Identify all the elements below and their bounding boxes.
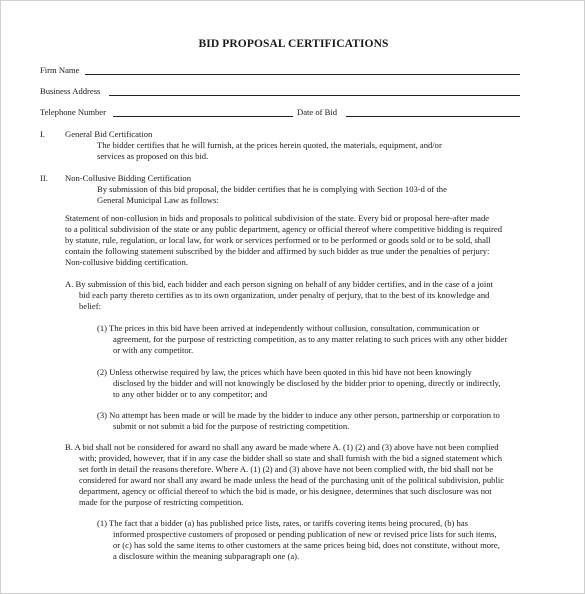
paragraph-a-item-1-line: or with any competitor. bbox=[113, 345, 194, 355]
statement-line: contain the following statement subscribed by the bidder and affirmed by such bidder as true under the penalties of perjury: bbox=[65, 246, 490, 256]
paragraph-b-item-1-line: a disclosure within the meaning subparagraph one (a). bbox=[113, 551, 300, 561]
paragraph-b-item-1-line: (1) The fact that a bidder (a) has published price lists, rates, or tariffs covering items being procured, (b) has bbox=[97, 518, 468, 528]
paragraph-b-line: considered for award nor shall any award be made unless the head of the purchasing unit of the political subdivision, public bbox=[79, 475, 505, 485]
date-of-bid-line[interactable] bbox=[346, 116, 520, 117]
section-1-heading: General Bid Certification bbox=[65, 129, 153, 139]
paragraph-a-line: belief: bbox=[79, 301, 101, 311]
paragraph-b-line: with; provided, however, that if in any case the bidder shall so state and shall furnish with the bid a signed statement which bbox=[79, 453, 503, 463]
statement-line: Non-collusive bidding certification. bbox=[65, 257, 188, 267]
document-title: BID PROPOSAL CERTIFICATIONS bbox=[198, 38, 389, 50]
statement-line: to a political subdivision of the state or any public department, agency or official thereof where competitive bidding is required bbox=[65, 224, 503, 234]
date-of-bid-label: Date of Bid bbox=[297, 107, 338, 117]
paragraph-b-item-1-line: informed prospective customers of proposed or pending publication of new or revised price lists for such items, bbox=[113, 529, 497, 539]
section-2-heading: Non-Collusive Bidding Certification bbox=[65, 173, 192, 183]
section-1-line: services as proposed on this bid. bbox=[97, 151, 209, 161]
section-2-line: By submission of this bid proposal, the bidder certifies that he is complying with Section 103-d of the bbox=[97, 184, 447, 194]
statement-line: Statement of non-collusion in bids and proposals to political subdivision of the state. Every bid or proposal here-after made bbox=[65, 213, 490, 223]
paragraph-a-item-3-line: (3) No attempt has been made or will be made by the bidder to induce any other person, partnership or corporation to bbox=[97, 410, 500, 420]
section-2-line: General Municipal Law as follows: bbox=[97, 195, 219, 205]
paragraph-a-line: bid each party thereto certifies as to its own organization, under penalty of perjury, that to the best of its knowledge and bbox=[79, 290, 490, 300]
paragraph-a-line: A. By submission of this bid, each bidder and each person signing on behalf of any bidder certifies, and in the case of a joint bbox=[65, 279, 493, 289]
paragraph-a-item-2-line: disclosed by the bidder and will not knowingly be disclosed by the bidder prior to opening, directly or indirectly, bbox=[113, 378, 501, 388]
paragraph-b-line: set forth in detail the reasons therefore. Where A. (1) (2) and (3) above have not been complied with, the bid shall not be bbox=[79, 464, 494, 474]
paragraph-b-line: made for the purpose of restricting competition. bbox=[79, 497, 244, 507]
paragraph-a-item-3-line: submit or not submit a bid for the purpose of restricting competition. bbox=[113, 421, 350, 431]
firm-name-label: Firm Name bbox=[40, 65, 80, 75]
business-address-line[interactable] bbox=[109, 95, 520, 96]
paragraph-a-item-1-line: agreement, for the purpose of restricting competition, as to any matter relating to such prices with any other bidder bbox=[113, 334, 508, 344]
paragraph-b-item-1-line: or (c) has sold the same items to other customers at the same prices being bid, does not constitute, without more, bbox=[113, 540, 500, 550]
paragraph-a-item-2-line: to any other bidder or to any competitor; and bbox=[113, 389, 268, 399]
statement-line: by statute, rule, regulation, or local law, for work or services performed or to be performed or goods sold or to be sold, shall bbox=[65, 235, 491, 245]
business-address-label: Business Address bbox=[40, 86, 101, 96]
telephone-number-label: Telephone Number bbox=[40, 107, 106, 117]
section-1-number: I. bbox=[40, 129, 46, 139]
paragraph-b-line: B. A bid shall not be considered for award no shall any award be made where A. (1) (2) and (3) above have not been complied bbox=[65, 442, 499, 452]
section-1-line: The bidder certifies that he will furnish, at the prices herein quoted, the materials, equipment, and/or bbox=[97, 140, 442, 150]
firm-name-line[interactable] bbox=[85, 74, 520, 75]
section-2-number: II. bbox=[40, 173, 48, 183]
paragraph-b-line: department, agency or official thereof to which the bid is made, or his designee, determines that such disclosure was not bbox=[79, 486, 492, 496]
paragraph-a-item-1-line: (1) The prices in this bid have been arrived at independently without collusion, consultation, communication or bbox=[97, 323, 480, 333]
telephone-number-line[interactable] bbox=[113, 116, 293, 117]
paragraph-a-item-2-line: (2) Unless otherwise required by law, the prices which have been quoted in this bid have not been knowingly bbox=[97, 367, 472, 377]
